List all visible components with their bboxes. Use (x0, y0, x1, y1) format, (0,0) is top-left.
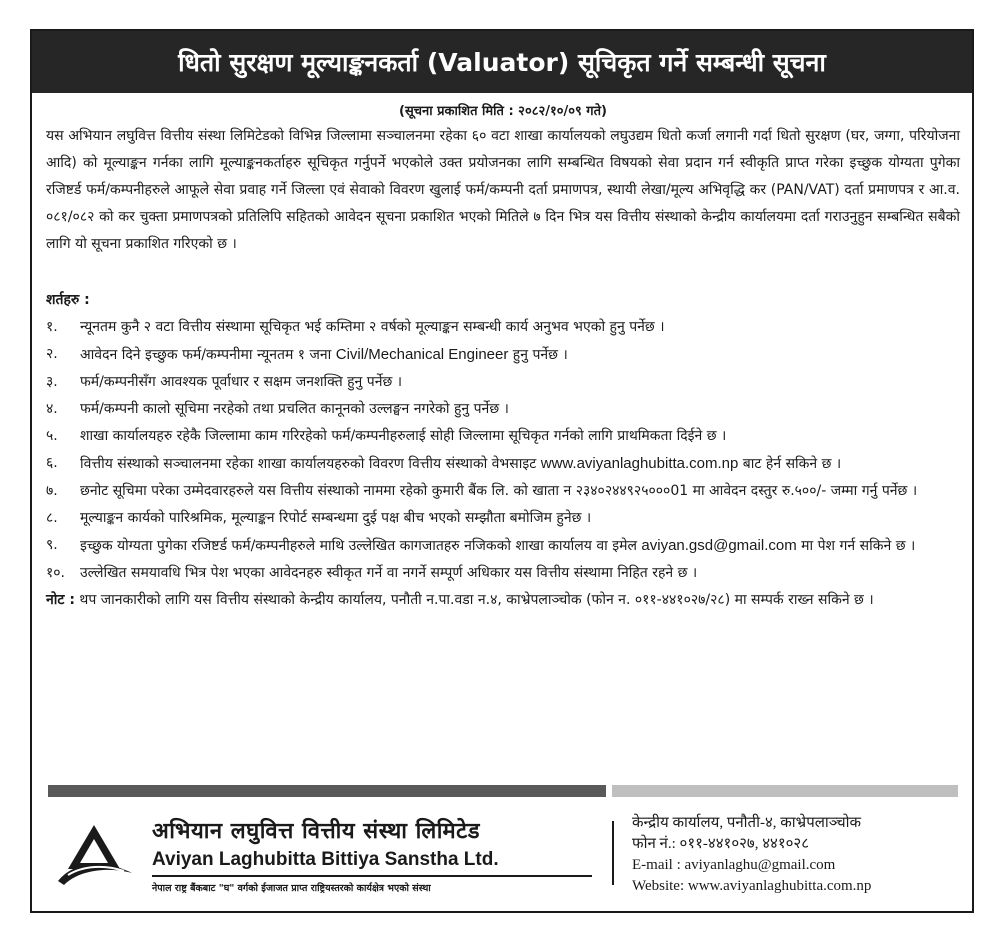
term-text-post: मा पेश गर्न सकिने छ । (796, 538, 916, 554)
terms-heading: शर्तहरु : (46, 292, 90, 308)
term-number: ८. (46, 510, 58, 526)
term-text (80, 341, 960, 369)
intro-paragraph: यस अभियान लघुवित्त वित्तीय संस्था लिमिटेडको विभिन्न जिल्लामा सञ्चालनमा रहेका ६० वटा शाखा कार्यालयको लघुउद्यम धितो कर्जा लगानी गर्दा धितो सुरक्षण (घर, जग्गा, परियोजना आदि) को मूल्याङ्कन गर्नका लागि मूल्याङ्कनकर्ताहरु सूचिकृत गर्नुपर्ने भएकोले उक्त प्रयोजनका लागि सम्बन्धित विषयको सेवा प्रदान गर्न स्वीकृति प्राप्त गरेका इच्छुक योग्यता पुगेका रजिष्टर्ड फर्म/कम्पनीहरुले आफूले सेवा प्रवाह गर्ने जिल्ला एवं सेवाको विवरण खुलाई फर्म/कम्पनी दर्ता प्रमाणपत्र, स्थायी लेखा/मूल्य अभिवृद्धि कर (PAN/VAT) दर्ता प्रमाणपत्र र आ.व. ०८१/०८२ को कर चुक्ता प्रमाणपत्रको प्रतिलिपि सहितको आवेदन सूचना प्रकाशित भएको मितिले ७ दिन भित्र यस वित्तीय संस्थाको केन्द्रीय कार्यालयमा दर्ता गराउनुहुन सम्बन्धित सबैको लागि यो सूचना प्रकाशित गरिएको छ । (46, 128, 961, 252)
term-number: १. (46, 319, 58, 335)
term-text: छनोट सूचिमा परेका उम्मेदवारहरुले यस वित्तीय संस्थाको नाममा रहेको कुमारी बैंक लि. को खाता न २३४०२४४९२५०००01 मा आवेदन दस्तुर रु.५००/- जम्मा गर्नु पर्नेछ । (80, 483, 918, 499)
term-text-pre: आवेदन दिने इच्छुक फर्म/कम्पनीमा न्यूनतम १ जना (80, 347, 336, 363)
term-item (46, 423, 960, 450)
term-number: ४. (46, 401, 58, 417)
contact-office: केन्द्रीय कार्यालय, पनौती-४, काभ्रेपलाञ्चोक (632, 815, 862, 831)
notice-body (32, 101, 972, 614)
term-number: ७. (46, 483, 58, 499)
term-item (46, 532, 960, 560)
term-number: २. (46, 346, 58, 362)
company-logo-icon (54, 823, 136, 889)
contact-email[interactable]: E-mail : aviyanlaghu@gmail.com (632, 857, 836, 873)
org-name-english: Aviyan Laghubitta Bittiya Sanstha Ltd. (152, 849, 499, 870)
email-link[interactable]: aviyan.gsd@gmail.com (641, 537, 797, 554)
term-number: ३. (46, 374, 58, 390)
footer-divider (48, 785, 958, 797)
footer (32, 809, 972, 909)
term-number: ५. (46, 428, 58, 444)
contact-phone: फोन नं.: ०११-४४१०२७, ४४१०२८ (632, 836, 810, 852)
note (46, 587, 960, 614)
term-item (46, 478, 960, 505)
note-label: नोट : (46, 592, 75, 608)
term-text-post: हुनु पर्नेछ । (508, 347, 568, 363)
term-text (80, 532, 960, 560)
footer-separator (612, 821, 614, 885)
term-text-pre: वित्तीय संस्थाको सञ्चालनमा रहेका शाखा कार्यालयहरुको विवरण वित्तीय संस्थाको वेभसाइट (80, 456, 541, 472)
engineer-qualification: Civil/Mechanical Engineer (335, 346, 509, 363)
divider-dark (48, 785, 606, 797)
term-number: ९. (46, 537, 58, 553)
note-text: थप जानकारीको लागि यस वित्तीय संस्थाको केन्द्रीय कार्यालय, पनौती न.पा.वडा न.४, काभ्रेपलाञ्चोक (फोन न. ०११-४४१०२७/२८) मा सम्पर्क राख्न सकिने छ । (79, 592, 874, 608)
org-name-nepali: अभियान लघुवित्त वित्तीय संस्था लिमिटेड (152, 819, 480, 844)
term-item (46, 560, 960, 587)
term-number: ६. (46, 455, 58, 471)
notice-title: धितो सुरक्षण मूल्याङ्कनकर्ता (Valuator) सूचिकृत गर्ने सम्बन्धी सूचना (32, 31, 972, 93)
term-item (46, 396, 960, 423)
term-text: उल्लेखित समयावधि भित्र पेश भएका आवेदनहरु स्वीकृत गर्ने वा नगर्ने सम्पूर्ण अधिकार यस वित्तीय संस्थामा निहित रहने छ । (80, 565, 698, 581)
term-item (46, 505, 960, 532)
divider-light (612, 785, 958, 797)
term-text (80, 450, 960, 478)
website-link[interactable]: www.aviyanlaghubitta.com.np (540, 455, 739, 472)
notice-frame (30, 29, 974, 913)
publish-date: (सूचना प्रकाशित मिति : २०८२/१०/०९ गते) (399, 104, 607, 119)
term-item (46, 450, 960, 478)
contact-block (632, 813, 871, 897)
term-text: फर्म/कम्पनीसँग आवश्यक पूर्वाधार र सक्षम जनशक्ति हुनु पर्नेछ । (80, 374, 403, 390)
org-underline (152, 875, 592, 877)
term-text: शाखा कार्यालयहरु रहेकै जिल्लामा काम गरिरहेको फर्म/कम्पनीहरुलाई सोही जिल्लामा सूचिकृत गर्नको लागि प्राथमिकता दिईने छ । (80, 428, 727, 444)
term-text: मूल्याङ्कन कार्यको पारिश्रमिक, मूल्याङ्कन रिपोर्ट सम्बन्धमा दुई पक्ष बीच भएको सम्झौता बमोजिम हुनेछ । (80, 510, 592, 526)
term-item (46, 314, 960, 341)
term-item (46, 369, 960, 396)
term-text-pre: इच्छुक योग्यता पुगेका रजिष्टर्ड फर्म/कम्पनीहरुले माथि उल्लेखित कागजातहरु नजिकको शाखा कार्यालय वा इमेल (80, 538, 642, 554)
term-number: १०. (46, 565, 66, 581)
term-item (46, 341, 960, 369)
term-text: न्यूनतम कुनै २ वटा वित्तीय संस्थामा सूचिकृत भई कम्तिमा २ वर्षको मूल्याङ्कन सम्बन्धी कार्य अनुभव भएको हुनु पर्नेछ । (80, 319, 665, 335)
org-subtitle: नेपाल राष्ट्र बैंकबाट "घ" वर्गको ईजाजत प्राप्त राष्ट्रियस्तरको कार्यक्षेत्र भएको संस्था (152, 883, 431, 894)
term-text-post: बाट हेर्न सकिने छ । (738, 456, 842, 472)
contact-website[interactable]: Website: www.aviyanlaghubitta.com.np (632, 878, 872, 894)
term-text: फर्म/कम्पनी कालो सूचिमा नरहेको तथा प्रचलित कानूनको उल्लङ्घन नगरेको हुनु पर्नेछ । (80, 401, 509, 417)
